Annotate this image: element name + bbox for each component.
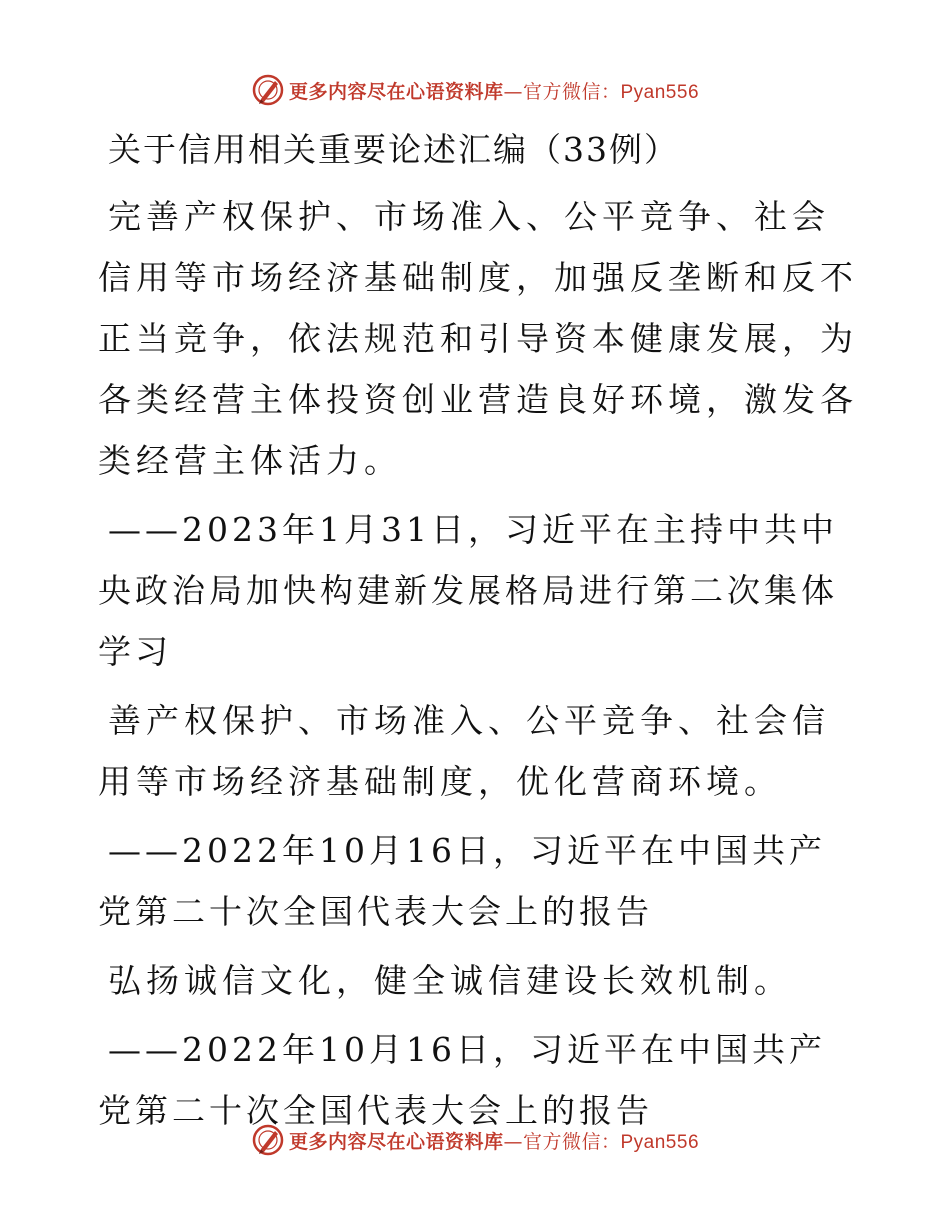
paragraph-quote-1: 完善产权保护、市场准入、公平竞争、社会信用等市场经济基础制度，加强反垄断和反不正当竞争，依法规范和引导资本健康发展，为各类经营主体投资创业营造良好环境，激发各类经营主体活力。: [98, 197, 858, 480]
header-banner-wechat-label: 官方微信：: [522, 80, 621, 103]
header-banner-text: [289, 77, 699, 104]
paragraph-quote-3: 弘扬诚信文化，健全诚信建设长效机制。: [108, 961, 792, 1000]
pen-logo-icon: [251, 73, 285, 107]
header-banner-separator: —: [503, 80, 523, 103]
footer-banner-wechat-id: Pyan556: [620, 1131, 700, 1153]
document-body: [98, 118, 858, 1149]
footer-banner-text: [289, 1127, 699, 1154]
pen-logo-icon: [251, 1123, 285, 1157]
header-banner-main: 更多内容尽在心语资料库: [288, 80, 504, 103]
footer-banner-separator: —: [503, 1130, 523, 1153]
paragraph-source-3: ——2022年10月16日，习近平在中国共产党第二十次全国代表大会上的报告: [98, 1030, 826, 1130]
paragraph-quote-2: 善产权保护、市场准入、公平竞争、社会信用等市场经济基础制度，优化营商环境。: [98, 701, 830, 801]
paragraph-source-2: ——2022年10月16日，习近平在中国共产党第二十次全国代表大会上的报告: [98, 831, 826, 931]
footer-banner-wechat-label: 官方微信：: [522, 1130, 621, 1153]
header-banner-wechat-id: Pyan556: [620, 81, 700, 103]
paragraph-source-1: ——2023年1月31日，习近平在主持中共中央政治局加快构建新发展格局进行第二次集体学习: [98, 510, 838, 671]
footer-banner: [0, 1120, 950, 1160]
document-title: 关于信用相关重要论述汇编（33例）: [108, 130, 679, 169]
header-banner: [0, 70, 950, 110]
footer-banner-main: 更多内容尽在心语资料库: [288, 1130, 504, 1153]
